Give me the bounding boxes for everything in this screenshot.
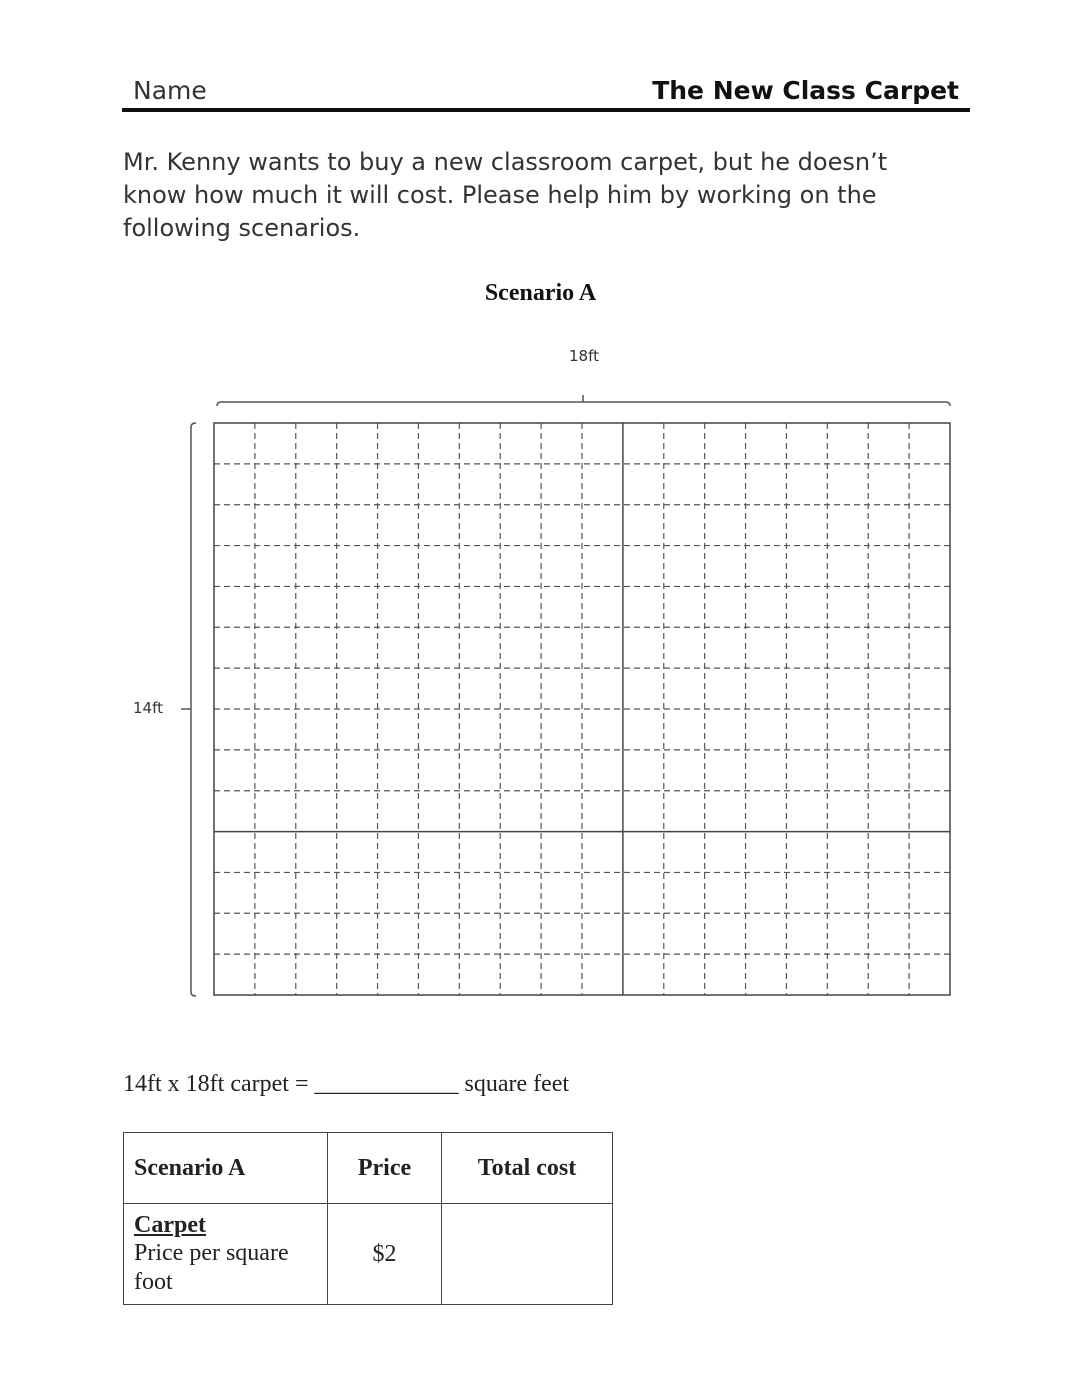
table-header-total-cost: Total cost xyxy=(442,1133,613,1204)
intro-paragraph: Mr. Kenny wants to buy a new classroom carpet, but he doesn’t know how much it will cost. Please help him by working on the following scenarios. xyxy=(123,148,888,242)
carpet-item-cell xyxy=(124,1204,328,1305)
carpet-price-cell: $2 xyxy=(328,1204,442,1305)
grid-lines xyxy=(214,423,950,995)
width-dimension-bracket xyxy=(217,395,950,406)
width-dimension-label: 18ft xyxy=(569,347,599,365)
price-table xyxy=(123,1132,613,1305)
table-header-scenario: Scenario A xyxy=(124,1133,328,1204)
worksheet-title: The New Class Carpet xyxy=(652,76,959,105)
table-row xyxy=(124,1204,613,1305)
height-dimension-label: 14ft xyxy=(133,699,163,717)
table-header-price: Price xyxy=(328,1133,442,1204)
height-dimension-bracket xyxy=(181,423,196,996)
carpet-item-description: Price per square foot xyxy=(134,1240,289,1295)
table-header-row xyxy=(124,1133,613,1204)
carpet-item-name: Carpet xyxy=(134,1212,206,1238)
name-label: Name xyxy=(133,76,207,105)
carpet-total-cost-cell[interactable] xyxy=(442,1204,613,1305)
scenario-heading: Scenario A xyxy=(484,280,597,306)
area-equation: 14ft x 18ft carpet = ____________ square feet xyxy=(123,1071,570,1097)
